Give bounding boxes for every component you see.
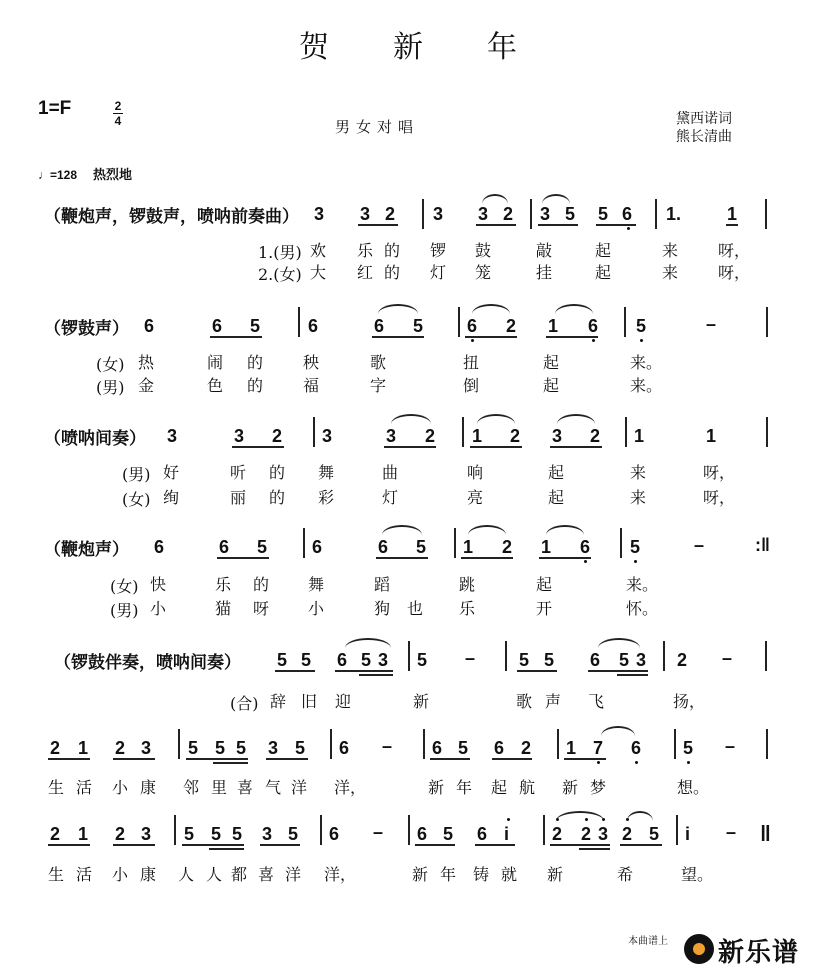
lyric-label: (男) <box>96 378 125 397</box>
lyric: 人 <box>206 865 223 884</box>
note: 5 <box>257 537 268 557</box>
lyric: 来 <box>630 488 647 507</box>
lyric: 康 <box>140 778 157 797</box>
note: 2 <box>272 426 283 446</box>
lyric: 来。 <box>630 353 663 372</box>
note: 5 <box>683 738 694 758</box>
note: i <box>504 824 510 844</box>
note: 3 <box>268 738 279 758</box>
lyric: 年 <box>456 778 473 797</box>
lyric: 新 <box>428 778 445 797</box>
note: 2 <box>506 316 517 336</box>
lyric: 飞 <box>588 692 605 711</box>
lyric-label: 1.(男) <box>258 243 302 262</box>
lyric: 梦 <box>590 778 607 797</box>
note: 5 <box>636 316 647 336</box>
note: 5 <box>250 316 261 336</box>
lyric: 生 <box>48 865 65 884</box>
lyric: 热 <box>138 353 155 372</box>
lyric: 舞 <box>318 463 335 482</box>
lyric: 扭 <box>463 353 480 372</box>
lyric: 起 <box>543 376 560 395</box>
lyric: 小 <box>112 778 129 797</box>
note: i <box>685 824 691 844</box>
note: 2 <box>677 650 688 670</box>
repeat-end-barline: :‖ <box>755 535 770 555</box>
lyric: 乐 <box>459 599 476 618</box>
lyric: 小 <box>112 865 129 884</box>
lyric: 起 <box>548 488 565 507</box>
lyric: 起 <box>595 263 612 282</box>
tempo-marking <box>38 164 132 183</box>
lyric: 笼 <box>475 263 492 282</box>
expression: 热烈地 <box>93 168 133 183</box>
note: 5 <box>211 824 222 844</box>
note: 5 <box>361 650 372 670</box>
note: 5 <box>630 537 641 557</box>
performance-note: 男女对唱 <box>335 118 420 136</box>
lyric: 呀， <box>718 263 751 282</box>
lyric: 呀， <box>703 488 736 507</box>
dash: – <box>706 314 717 334</box>
lyric: 气 <box>265 778 282 797</box>
lyric: 呀， <box>718 241 751 260</box>
note: 2 <box>552 824 563 844</box>
lyric: 想。 <box>677 778 710 797</box>
lyric: 的 <box>269 488 286 507</box>
note: 1 <box>463 537 474 557</box>
lyric: 的 <box>269 463 286 482</box>
cue-text: （锣鼓伴奏，喷呐间奏） <box>54 653 241 673</box>
note: 6 <box>580 537 591 557</box>
dash: – <box>694 535 705 555</box>
note: 3 <box>360 204 371 224</box>
lyric: 蹈 <box>374 575 391 594</box>
lyric: 绚 <box>163 488 180 507</box>
lyricist: 黛西诺词 <box>676 111 732 127</box>
note: 3 <box>262 824 273 844</box>
note: 6 <box>590 650 601 670</box>
note: 2 <box>503 204 514 224</box>
lyric: 敲 <box>536 241 553 260</box>
lyric: 狗 <box>374 599 391 618</box>
lyric: 小 <box>150 599 167 618</box>
note: 3 <box>314 204 325 224</box>
cue-text: （鞭炮声） <box>44 540 129 560</box>
note: 5 <box>215 738 226 758</box>
note: 5 <box>288 824 299 844</box>
lyric: 活 <box>76 865 93 884</box>
note: 6 <box>417 824 428 844</box>
lyric: 来 <box>630 463 647 482</box>
note: 2 <box>510 426 521 446</box>
note: 2 <box>50 824 61 844</box>
note: 6 <box>374 316 385 336</box>
key-signature: 1=F <box>38 98 72 119</box>
note: 5 <box>301 650 312 670</box>
lyric: 新 <box>547 865 564 884</box>
lyric: 生 <box>48 778 65 797</box>
lyric: 曲 <box>382 463 399 482</box>
lyric: 新 <box>413 692 430 711</box>
title-char: 年 <box>487 30 517 65</box>
lyric: 猫 <box>215 599 232 618</box>
note: 5 <box>619 650 630 670</box>
lyric: 丽 <box>230 488 247 507</box>
lyric: 来 <box>662 241 679 260</box>
lyric: 的 <box>253 575 270 594</box>
time-sig-bottom: 4 <box>114 114 122 128</box>
note: 5 <box>417 650 428 670</box>
note: 1 <box>548 316 559 336</box>
lyric: 辞 <box>270 692 287 711</box>
note: 6 <box>622 204 633 224</box>
note: 1 <box>472 426 483 446</box>
note: 7 <box>593 738 604 758</box>
note: 5 <box>416 537 427 557</box>
note: 6 <box>339 738 350 758</box>
note: 2 <box>115 824 126 844</box>
lyric: 洋， <box>324 865 357 884</box>
note: 6 <box>144 316 155 336</box>
lyric: 洋， <box>334 778 367 797</box>
note: 1 <box>541 537 552 557</box>
lyric: 航 <box>519 778 536 797</box>
note: 5 <box>544 650 555 670</box>
lyric-label: (合) <box>230 694 259 713</box>
lyric: 红 <box>357 263 374 282</box>
time-signature <box>113 100 123 127</box>
lyric: 新 <box>412 865 429 884</box>
lyric: 里 <box>211 778 228 797</box>
lyric: 喜 <box>237 778 254 797</box>
note: 5 <box>458 738 469 758</box>
lyric: 起 <box>548 463 565 482</box>
note: 3 <box>433 204 444 224</box>
note: 3 <box>636 650 647 670</box>
note: 3 <box>378 650 389 670</box>
cue-text: （喷呐间奏） <box>44 429 146 449</box>
note: 3 <box>552 426 563 446</box>
lyric: 鼓 <box>475 241 492 260</box>
composer: 熊长清曲 <box>676 129 732 145</box>
dash: – <box>373 822 384 842</box>
note: 6 <box>219 537 230 557</box>
note: 6 <box>378 537 389 557</box>
lyric: 锣 <box>430 241 447 260</box>
dash: – <box>726 822 737 842</box>
lyric: 闹 <box>207 353 224 372</box>
note: 5 <box>565 204 576 224</box>
note: 6 <box>308 316 319 336</box>
note: 6 <box>477 824 488 844</box>
final-barline: ‖ <box>760 821 771 846</box>
lyric: 怀。 <box>626 599 659 618</box>
note: 2 <box>425 426 436 446</box>
lyric: 的 <box>247 353 264 372</box>
lyric: 铸 <box>473 865 490 884</box>
lyric: 色 <box>207 376 224 395</box>
lyric: 喜 <box>258 865 275 884</box>
lyric: 大 <box>310 263 327 282</box>
note: 3 <box>540 204 551 224</box>
lyric-label: 2.(女) <box>258 265 302 284</box>
song-title <box>0 22 816 66</box>
lyric: 的 <box>247 376 264 395</box>
lyric: 起 <box>491 778 508 797</box>
lyric: 望。 <box>681 865 714 884</box>
lyric: 活 <box>76 778 93 797</box>
lyric-label: (女) <box>122 490 151 509</box>
dash: – <box>722 648 733 668</box>
lyric-label: (女) <box>96 355 125 374</box>
lyric: 快 <box>150 575 167 594</box>
lyric: 康 <box>140 865 157 884</box>
note: 2 <box>50 738 61 758</box>
lyric: 扬， <box>673 692 706 711</box>
note: 6 <box>432 738 443 758</box>
lyric: 希 <box>617 865 634 884</box>
cue-text: （锣鼓声） <box>44 319 129 339</box>
note: 3 <box>386 426 397 446</box>
tempo-value: =128 <box>50 168 78 182</box>
note: 3 <box>234 426 245 446</box>
note: 5 <box>519 650 530 670</box>
lyric: 迎 <box>335 692 352 711</box>
title-char: 新 <box>393 30 423 65</box>
dash: – <box>382 736 393 756</box>
note: 6 <box>631 738 642 758</box>
note: 6 <box>212 316 223 336</box>
lyric: 好 <box>163 463 180 482</box>
note: 1 <box>78 824 89 844</box>
note: 5 <box>277 650 288 670</box>
note: 2 <box>385 204 396 224</box>
note: 2 <box>502 537 513 557</box>
lyric: 开 <box>536 599 553 618</box>
lyric: 响 <box>467 463 484 482</box>
note: 1 <box>727 204 738 224</box>
lyric: 秧 <box>303 353 320 372</box>
lyric: 人 <box>178 865 195 884</box>
brand-logo[interactable]: 新乐谱 <box>718 938 800 968</box>
lyric: 洋 <box>285 865 302 884</box>
dash: – <box>465 648 476 668</box>
note: 6 <box>494 738 505 758</box>
lyric: 也 <box>407 599 424 618</box>
lyric: 福 <box>303 376 320 395</box>
lyric: 听 <box>230 463 247 482</box>
note: 6 <box>154 537 165 557</box>
note: 6 <box>588 316 599 336</box>
note: 1. <box>666 204 682 224</box>
lyric: 呀， <box>703 463 736 482</box>
cue-text: （鞭炮声，锣鼓声，喷呐前奏曲） <box>44 207 299 227</box>
note: 2 <box>581 824 592 844</box>
lyric: 倒 <box>463 376 480 395</box>
lyric: 呀 <box>253 599 270 618</box>
note: 3 <box>141 738 152 758</box>
lyric: 歌 <box>516 692 533 711</box>
note: 3 <box>167 426 178 446</box>
note: 2 <box>521 738 532 758</box>
lyric: 起 <box>543 353 560 372</box>
lyric: 欢 <box>310 241 327 260</box>
note: 1 <box>634 426 645 446</box>
vinyl-record-icon <box>684 934 714 964</box>
lyric: 亮 <box>467 488 484 507</box>
note: 1 <box>78 738 89 758</box>
note: 3 <box>598 824 609 844</box>
lyric: 声 <box>545 692 562 711</box>
note: 2 <box>115 738 126 758</box>
note: 5 <box>649 824 660 844</box>
note: 5 <box>236 738 247 758</box>
note: 5 <box>295 738 306 758</box>
note: 3 <box>322 426 333 446</box>
lyric: 都 <box>231 865 248 884</box>
lyric: 乐 <box>357 241 374 260</box>
lyric: 歌 <box>370 353 387 372</box>
note: 3 <box>478 204 489 224</box>
note: 2 <box>622 824 633 844</box>
lyric: 来。 <box>626 575 659 594</box>
note: 2 <box>590 426 601 446</box>
note: 5 <box>413 316 424 336</box>
lyric: 来。 <box>630 376 663 395</box>
lyric: 起 <box>595 241 612 260</box>
note: 5 <box>184 824 195 844</box>
credits <box>676 110 732 146</box>
lyric: 彩 <box>318 488 335 507</box>
note: 6 <box>467 316 478 336</box>
footer-credit: 本曲谱上 <box>628 936 668 947</box>
title-char: 贺 <box>299 30 329 65</box>
note: 5 <box>188 738 199 758</box>
lyric-label: (女) <box>110 577 139 596</box>
note: 6 <box>312 537 323 557</box>
lyric: 就 <box>501 865 518 884</box>
note: 5 <box>443 824 454 844</box>
lyric: 年 <box>440 865 457 884</box>
lyric: 灯 <box>430 263 447 282</box>
note: 5 <box>232 824 243 844</box>
time-sig-top: 2 <box>114 99 122 113</box>
lyric: 的 <box>384 241 401 260</box>
lyric: 舞 <box>308 575 325 594</box>
lyric: 新 <box>562 778 579 797</box>
lyric-label: (男) <box>110 601 139 620</box>
lyric: 起 <box>536 575 553 594</box>
lyric: 挂 <box>536 263 553 282</box>
lyric: 金 <box>138 376 155 395</box>
lyric: 字 <box>370 376 387 395</box>
lyric: 旧 <box>301 692 318 711</box>
note: 1 <box>566 738 577 758</box>
dash: – <box>725 736 736 756</box>
note: 5 <box>598 204 609 224</box>
note: 1 <box>706 426 717 446</box>
note: 6 <box>337 650 348 670</box>
lyric: 的 <box>384 263 401 282</box>
note: 3 <box>141 824 152 844</box>
lyric-label: (男) <box>122 465 151 484</box>
lyric: 乐 <box>215 575 232 594</box>
note: 6 <box>329 824 340 844</box>
lyric: 洋 <box>291 778 308 797</box>
lyric: 来 <box>662 263 679 282</box>
lyric: 邻 <box>183 778 200 797</box>
quarter-note-icon: ♩ <box>38 168 50 182</box>
lyric: 小 <box>308 599 325 618</box>
lyric: 灯 <box>382 488 399 507</box>
lyric: 跳 <box>459 575 476 594</box>
